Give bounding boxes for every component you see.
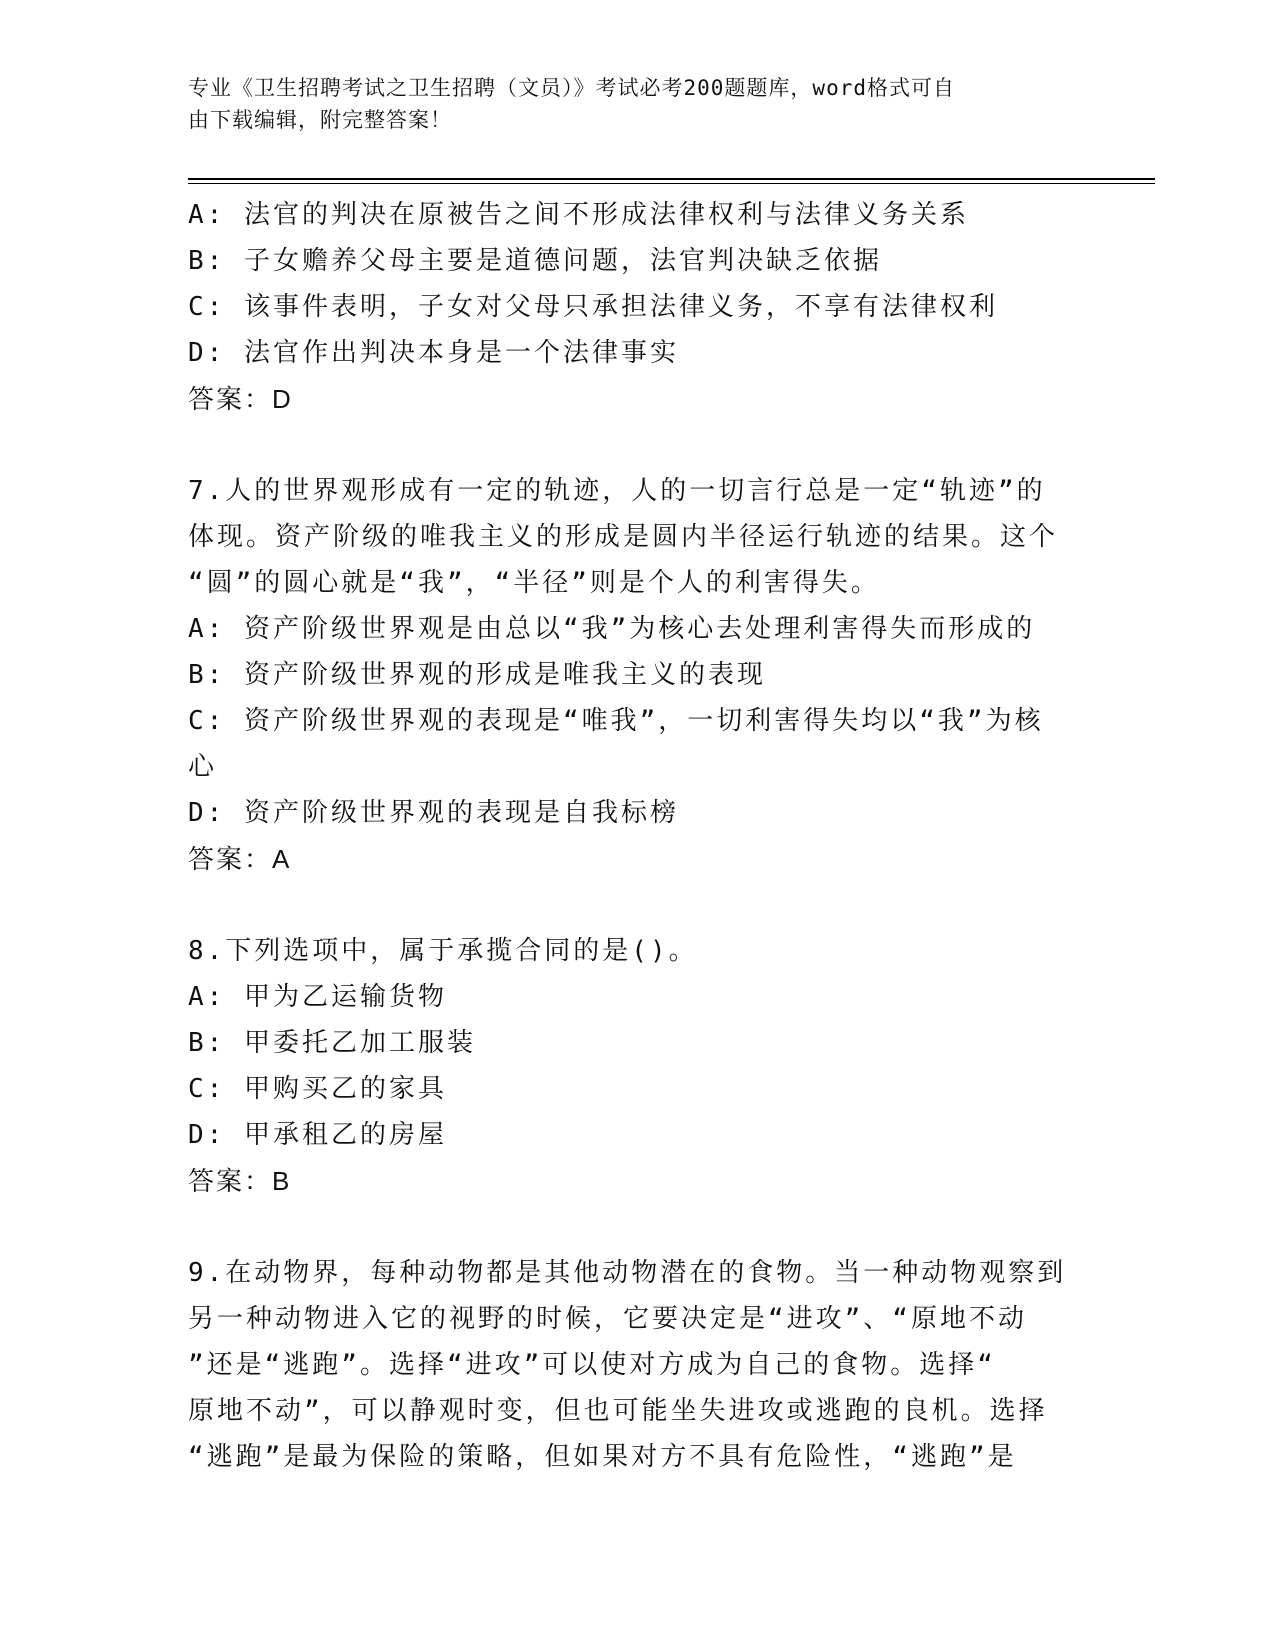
- option-b: B: 资产阶级世界观的形成是唯我主义的表现: [188, 660, 766, 690]
- answer: 答案：D: [188, 384, 293, 414]
- question-content: [188, 192, 1078, 1480]
- header-rule-thick: [188, 178, 1155, 180]
- question-stem-line: 另一种动物进入它的视野的时候，它要决定是“进攻”、“原地不动: [188, 1304, 1027, 1334]
- option-c-continued: 心: [188, 752, 218, 782]
- option-a: A: 法官的判决在原被告之间不形成法律权利与法律义务关系: [188, 200, 969, 230]
- option-c: C: 资产阶级世界观的表现是“唯我”，一切利害得失均以“我”为核: [188, 706, 1044, 736]
- spacer: [188, 422, 1078, 468]
- option-c: C: 该事件表明，子女对父母只承担法律义务，不享有法律权利: [188, 292, 998, 322]
- option-d: D: 资产阶级世界观的表现是自我标榜: [188, 798, 679, 828]
- option-a: A: 资产阶级世界观是由总以“我”为核心去处理利害得失而形成的: [188, 614, 1036, 644]
- option-d: D: 法官作出判决本身是一个法律事实: [188, 338, 679, 368]
- header-line-2: 由下载编辑，附完整答案！: [188, 108, 452, 132]
- question-9: [188, 1250, 1078, 1480]
- question-8: [188, 928, 1078, 1204]
- question-stem-line: 9.在动物界，每种动物都是其他动物潜在的食物。当一种动物观察到: [188, 1258, 1067, 1288]
- spacer: [188, 882, 1078, 928]
- question-stem-line: 7.人的世界观形成有一定的轨迹，人的一切言行总是一定“轨迹”的: [188, 476, 1046, 506]
- question-stem-line: ”还是“逃跑”。选择“进攻”可以使对方成为自己的食物。选择“: [188, 1350, 996, 1380]
- option-b: B: 甲委托乙加工服装: [188, 1028, 476, 1058]
- question-stem-line: 体现。资产阶级的唯我主义的形成是圆内半径运行轨迹的结果。这个: [188, 522, 1059, 552]
- question-stem-line: 原地不动”，可以静观时变，但也可能坐失进攻或逃跑的良机。选择: [188, 1396, 1048, 1426]
- question-stem-line: “圆”的圆心就是“我”，“半径”则是个人的利害得失。: [188, 568, 880, 598]
- answer: 答案：A: [188, 844, 292, 874]
- question-stem-line: “逃跑”是最为保险的策略，但如果对方不具有危险性，“逃跑”是: [188, 1442, 1017, 1472]
- question-6: [188, 192, 1078, 422]
- page-header: [188, 72, 1068, 136]
- option-a: A: 甲为乙运输货物: [188, 982, 447, 1012]
- spacer: [188, 1204, 1078, 1250]
- option-c: C: 甲购买乙的家具: [188, 1074, 447, 1104]
- header-rule-thin: [188, 183, 1155, 184]
- option-d: D: 甲承租乙的房屋: [188, 1120, 447, 1150]
- header-line-1: 专业《卫生招聘考试之卫生招聘（文员）》考试必考200题题库，word格式可自: [188, 76, 955, 100]
- question-stem-line: 8.下列选项中，属于承揽合同的是()。: [188, 936, 698, 966]
- question-7: [188, 468, 1078, 882]
- option-b: B: 子女赡养父母主要是道德问题，法官判决缺乏依据: [188, 246, 882, 276]
- answer: 答案：B: [188, 1166, 292, 1196]
